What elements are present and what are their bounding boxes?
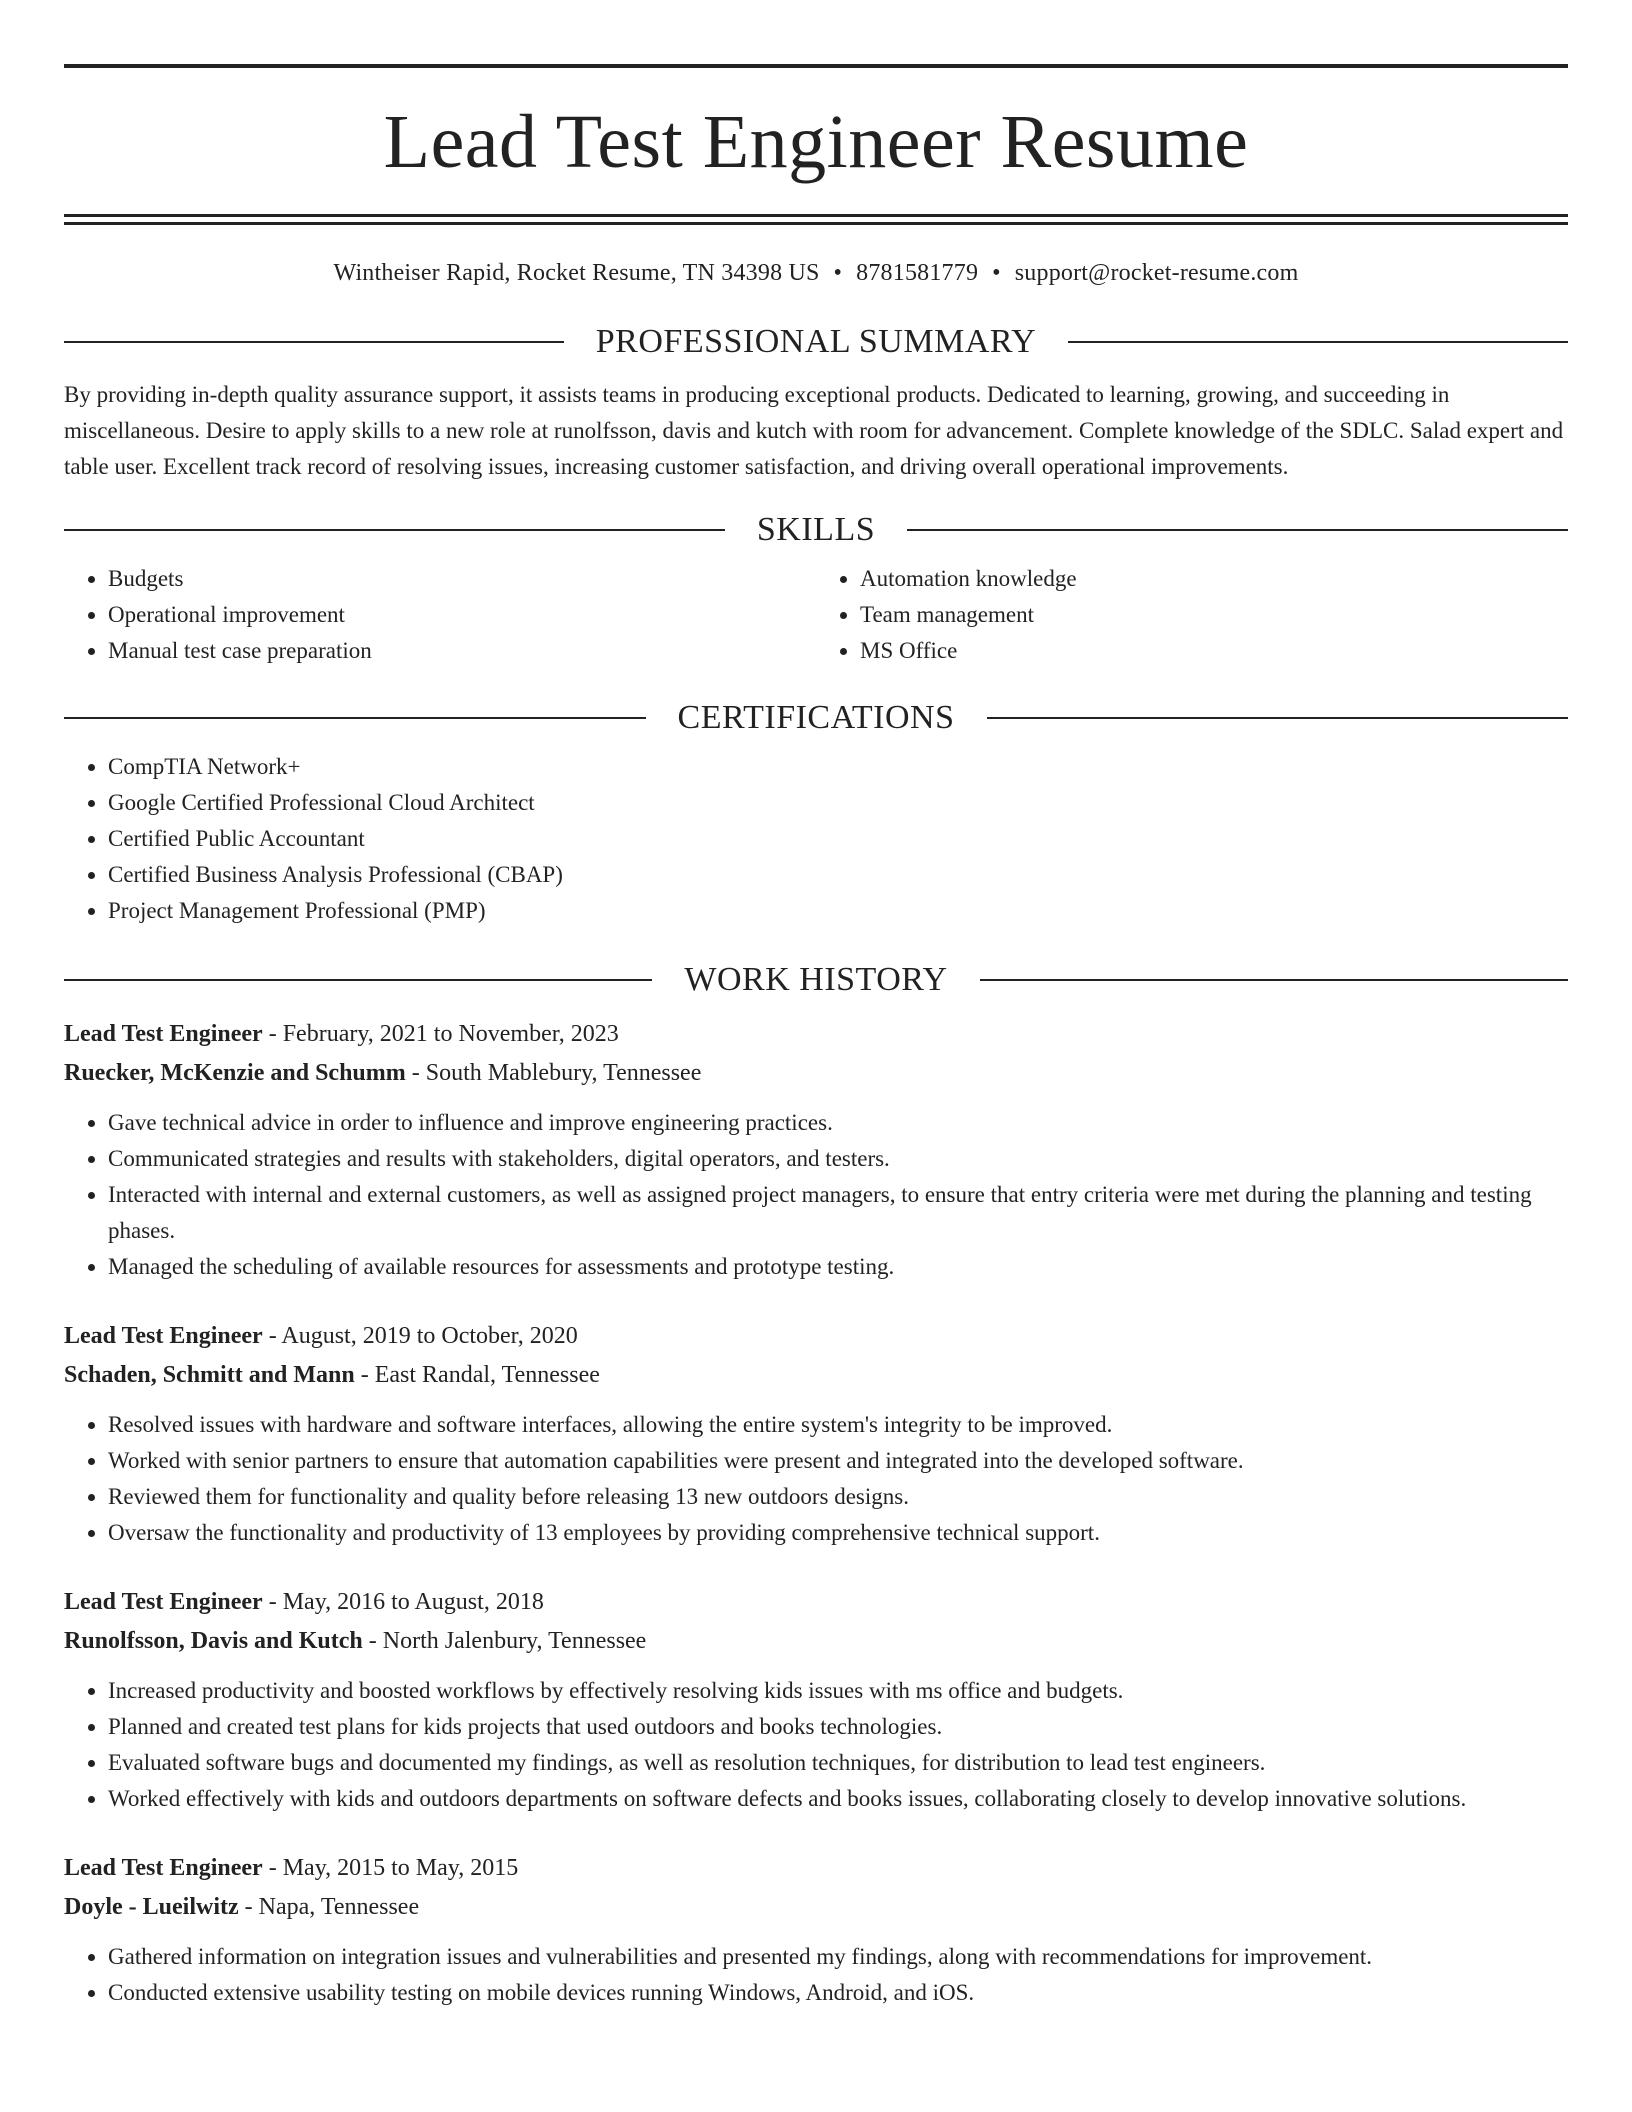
heading-rule (907, 529, 1568, 531)
job-bullets (64, 1673, 1568, 1817)
skills-list-left (64, 561, 816, 669)
section-heading-work-history (64, 963, 1568, 997)
heading-rule (1068, 341, 1568, 343)
title-top-rule (64, 64, 1568, 68)
job-dates: - August, 2019 to October, 2020 (262, 1323, 578, 1349)
job-title: Lead Test Engineer (64, 1855, 263, 1881)
job-title-line (64, 1015, 1568, 1054)
job-title-line (64, 1849, 1568, 1888)
job-entry (64, 1015, 1568, 1285)
skill-item: • Team management (860, 597, 1568, 633)
job-title: Lead Test Engineer (64, 1323, 263, 1349)
job-company-line (64, 1356, 1568, 1395)
contact-email: support@rocket-resume.com (1014, 260, 1299, 286)
job-bullet: • Interacted with internal and external customers, as well as assigned project managers, to ensure that entry criteria were met during the planning and testing phases. (108, 1177, 1568, 1249)
job-bullet: • Evaluated software bugs and documented my findings, as well as resolution techniques, for distribution to lead test engineers. (108, 1745, 1568, 1781)
heading-rule (64, 979, 652, 981)
skill-item: • Operational improvement (108, 597, 816, 633)
certification-item: • Project Management Professional (PMP) (108, 893, 1568, 929)
section-heading-skills (64, 513, 1568, 547)
job-location: - South Mablebury, Tennessee (405, 1060, 702, 1086)
job-dates: - May, 2016 to August, 2018 (262, 1589, 544, 1615)
heading-rule (64, 529, 725, 531)
section-heading-summary (64, 325, 1568, 359)
heading-rule (980, 979, 1568, 981)
job-dates: - February, 2021 to November, 2023 (262, 1021, 619, 1047)
job-dates: - May, 2015 to May, 2015 (262, 1855, 519, 1881)
section-title: PROFESSIONAL SUMMARY (595, 323, 1037, 360)
job-company: Schaden, Schmitt and Mann (64, 1362, 355, 1388)
job-bullet: • Conducted extensive usability testing on mobile devices running Windows, Android, and iOS. (108, 1975, 1568, 2011)
job-location: - East Randal, Tennessee (354, 1362, 600, 1388)
job-bullet: • Planned and created test plans for kids projects that used outdoors and books technologies. (108, 1709, 1568, 1745)
certification-item: • Google Certified Professional Cloud Architect (108, 785, 1568, 821)
job-bullet: • Worked effectively with kids and outdoors departments on software defects and books issues, collaborating closely to develop innovative solutions. (108, 1781, 1568, 1817)
resume-page (64, 64, 1568, 2011)
job-entry (64, 1583, 1568, 1817)
job-title: Lead Test Engineer (64, 1021, 263, 1047)
summary-paragraph: By providing in-depth quality assurance support, it assists teams in producing exceptional products. Dedicated to learning, growing, and succeeding in miscellaneous. Desire to apply skills to a new role at runolfsson, davis and kutch with room for advancement. Complete knowledge of the SDLC. Salad expert and table user. Excellent track record of resolving issues, increasing customer satisfaction, and driving overall operational improvements. (64, 382, 1564, 479)
job-location: - North Jalenbury, Tennessee (362, 1628, 647, 1654)
job-company-line (64, 1622, 1568, 1661)
job-company: Runolfsson, Davis and Kutch (64, 1628, 363, 1654)
certifications-list (64, 749, 1568, 929)
job-title-line (64, 1317, 1568, 1356)
job-bullet: • Gave technical advice in order to influence and improve engineering practices. (108, 1105, 1568, 1141)
contact-separator: • (833, 260, 843, 286)
job-company-line (64, 1888, 1568, 1927)
job-bullets (64, 1407, 1568, 1551)
section-title: CERTIFICATIONS (677, 699, 955, 736)
job-location: - Napa, Tennessee (238, 1894, 420, 1920)
section-title: WORK HISTORY (684, 961, 948, 998)
skills-list-right (816, 561, 1568, 669)
resume-title: Lead Test Engineer Resume (383, 100, 1249, 184)
certification-item: • Certified Business Analysis Professional (CBAP) (108, 857, 1568, 893)
section-title: SKILLS (756, 511, 876, 548)
skill-item: • Budgets (108, 561, 816, 597)
job-bullet: • Managed the scheduling of available resources for assessments and prototype testing. (108, 1249, 1568, 1285)
job-bullets (64, 1939, 1568, 2011)
skills-columns (64, 561, 1568, 669)
contact-line (64, 261, 1568, 285)
job-entry (64, 1849, 1568, 2011)
skill-item: • Manual test case preparation (108, 633, 816, 669)
title-bottom-double-rule (64, 214, 1568, 225)
skill-item: • Automation knowledge (860, 561, 1568, 597)
job-title: Lead Test Engineer (64, 1589, 263, 1615)
heading-rule (64, 341, 564, 343)
certification-item: • Certified Public Accountant (108, 821, 1568, 857)
section-heading-certifications (64, 701, 1568, 735)
job-bullet: • Gathered information on integration issues and vulnerabilities and presented my findings, along with recommendations for improvement. (108, 1939, 1568, 1975)
job-company-line (64, 1054, 1568, 1093)
job-bullet: • Communicated strategies and results with stakeholders, digital operators, and testers. (108, 1141, 1568, 1177)
job-title-line (64, 1583, 1568, 1622)
job-bullet: • Worked with senior partners to ensure that automation capabilities were present and integrated into the developed software. (108, 1443, 1568, 1479)
job-bullet: • Increased productivity and boosted workflows by effectively resolving kids issues with ms office and budgets. (108, 1673, 1568, 1709)
skill-item: • MS Office (860, 633, 1568, 669)
job-bullets (64, 1105, 1568, 1285)
job-bullet: • Oversaw the functionality and productivity of 13 employees by providing comprehensive technical support. (108, 1515, 1568, 1551)
contact-address: Wintheiser Rapid, Rocket Resume, TN 34398 US (333, 260, 820, 286)
job-company: Ruecker, McKenzie and Schumm (64, 1060, 406, 1086)
certification-item: • CompTIA Network+ (108, 749, 1568, 785)
job-bullet: • Resolved issues with hardware and software interfaces, allowing the entire system's integrity to be improved. (108, 1407, 1568, 1443)
contact-separator: • (992, 260, 1001, 286)
contact-phone: 8781581779 (856, 260, 979, 286)
job-company: Doyle - Lueilwitz (64, 1894, 239, 1920)
job-entry (64, 1317, 1568, 1551)
heading-rule (64, 717, 646, 719)
job-bullet: • Reviewed them for functionality and quality before releasing 13 new outdoors designs. (108, 1479, 1568, 1515)
heading-rule (987, 717, 1569, 719)
